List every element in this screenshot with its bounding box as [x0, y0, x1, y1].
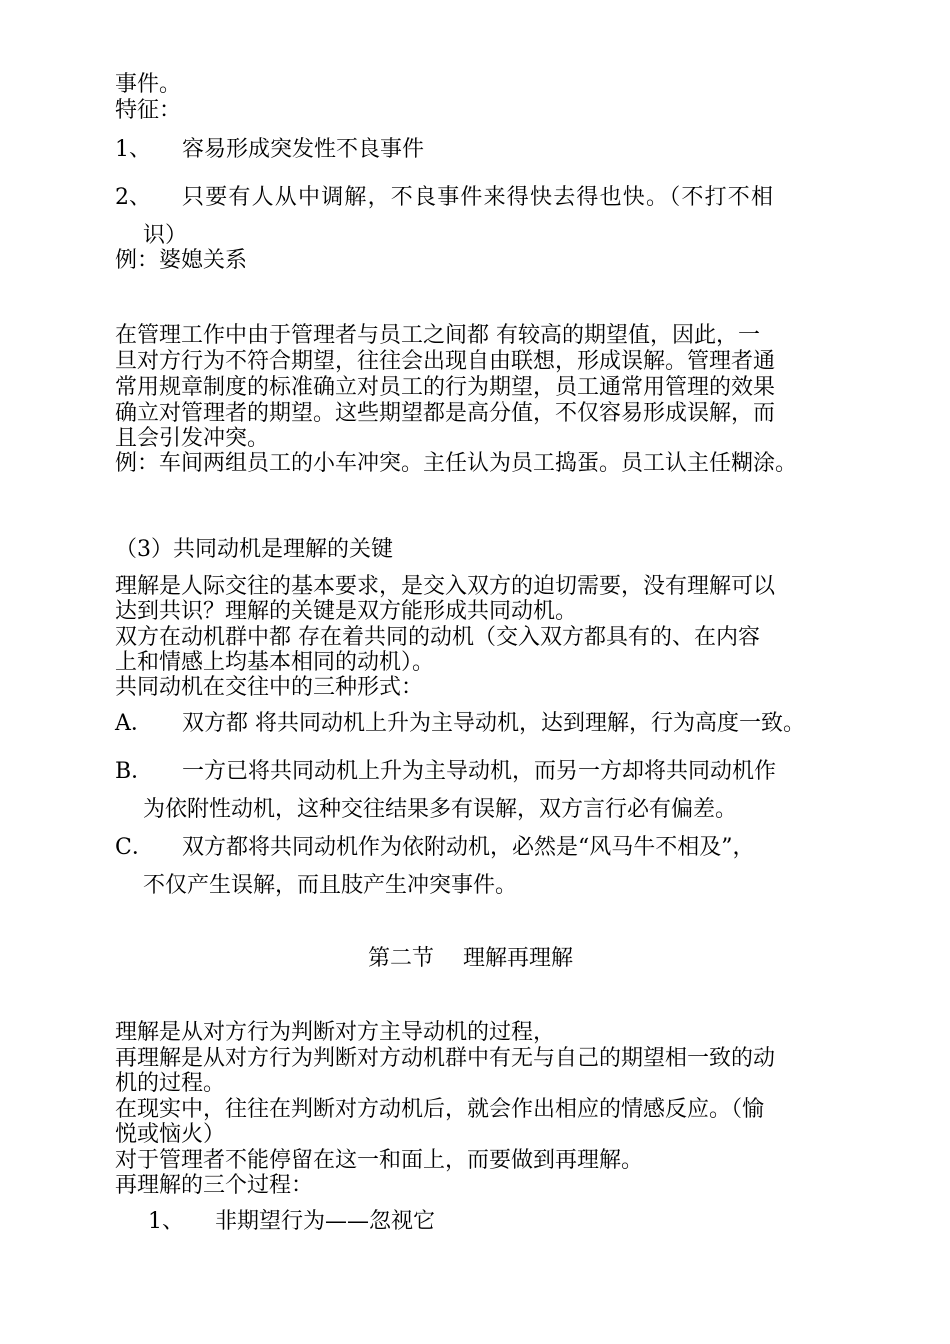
list-item-text: 只要有人从中调解，不良事件来得快去得也快。（不打不相	[182, 185, 775, 210]
list-number: 1、	[115, 137, 151, 162]
paragraph-line: 双方在动机群中都 存在着共同的动机（交入双方都具有的、在内容	[115, 625, 760, 650]
paragraph-line: 理解是人际交往的基本要求，是交入双方的迫切需要，没有理解可以	[115, 574, 776, 599]
paragraph-line: 在现实中，往往在判断对方动机后，就会作出相应的情感反应。（愉	[115, 1097, 765, 1122]
text-line: 特征：	[115, 98, 182, 123]
paragraph-line: 机的过程。	[115, 1071, 226, 1096]
list-letter: B．	[115, 759, 154, 784]
paragraph-line: 共同动机在交往中的三种形式：	[115, 675, 424, 700]
example-line: 例：婆媳关系	[115, 248, 248, 273]
paragraph-line: 对于管理者不能停留在这一和面上，而要做到再理解。	[115, 1148, 644, 1173]
paragraph-line: 理解是从对方行为判断对方主导动机的过程，	[115, 1020, 556, 1045]
list-item-text: 非期望行为——忽视它	[215, 1209, 436, 1234]
paragraph-line: 旦对方行为不符合期望，往往会出现自由联想，形成误解。管理者通	[115, 349, 776, 374]
paragraph-line: 再理解的三个过程：	[115, 1173, 314, 1198]
paragraph-line: 上和情感上均基本相同的动机）。	[115, 650, 435, 675]
paragraph-line: 确立对管理者的期望。这些期望都是高分值，不仅容易形成误解，而	[115, 401, 776, 426]
section-subheading: （3）共同动机是理解的关键	[115, 537, 393, 562]
list-item-text: 双方都 将共同动机上升为主导动机，达到理解，行为高度一致。	[182, 711, 805, 736]
list-item-text: 容易形成突发性不良事件	[182, 137, 425, 162]
paragraph-line: 常用规章制度的标准确立对员工的行为期望，员工通常用管理的效果	[115, 375, 776, 400]
list-item-text: 双方都将共同动机作为依附动机，必然是“风马牛不相及”，	[182, 835, 755, 860]
section-heading: 第二节 理解再理解	[368, 946, 573, 971]
text-line: 事件。	[115, 72, 182, 97]
paragraph-line: 再理解是从对方行为判断对方动机群中有无与自己的期望相一致的动	[115, 1046, 776, 1071]
list-item-continuation: 不仅产生误解，而且肢产生冲突事件。	[143, 873, 518, 898]
paragraph-line: 且会引发冲突。	[115, 426, 270, 451]
paragraph-line: 悦或恼火）	[115, 1122, 226, 1147]
paragraph-line: 在管理工作中由于管理者与员工之间都 有较高的期望值，因此，一	[115, 323, 760, 348]
list-item-continuation: 识）	[143, 223, 188, 248]
list-item-text: 一方已将共同动机上升为主导动机，而另一方却将共同动机作	[182, 759, 777, 784]
list-letter: A．	[115, 711, 153, 736]
list-number: 2、	[115, 185, 151, 210]
paragraph-line: 达到共识？理解的关键是双方能形成共同动机。	[115, 599, 578, 624]
list-item-continuation: 为依附性动机，这种交往结果多有误解，双方言行必有偏差。	[143, 797, 738, 822]
list-number: 1、	[148, 1209, 184, 1234]
list-letter: C．	[115, 835, 154, 860]
example-line: 例：车间两组员工的小车冲突。主任认为员工捣蛋。员工认主任糊涂。	[115, 451, 798, 476]
